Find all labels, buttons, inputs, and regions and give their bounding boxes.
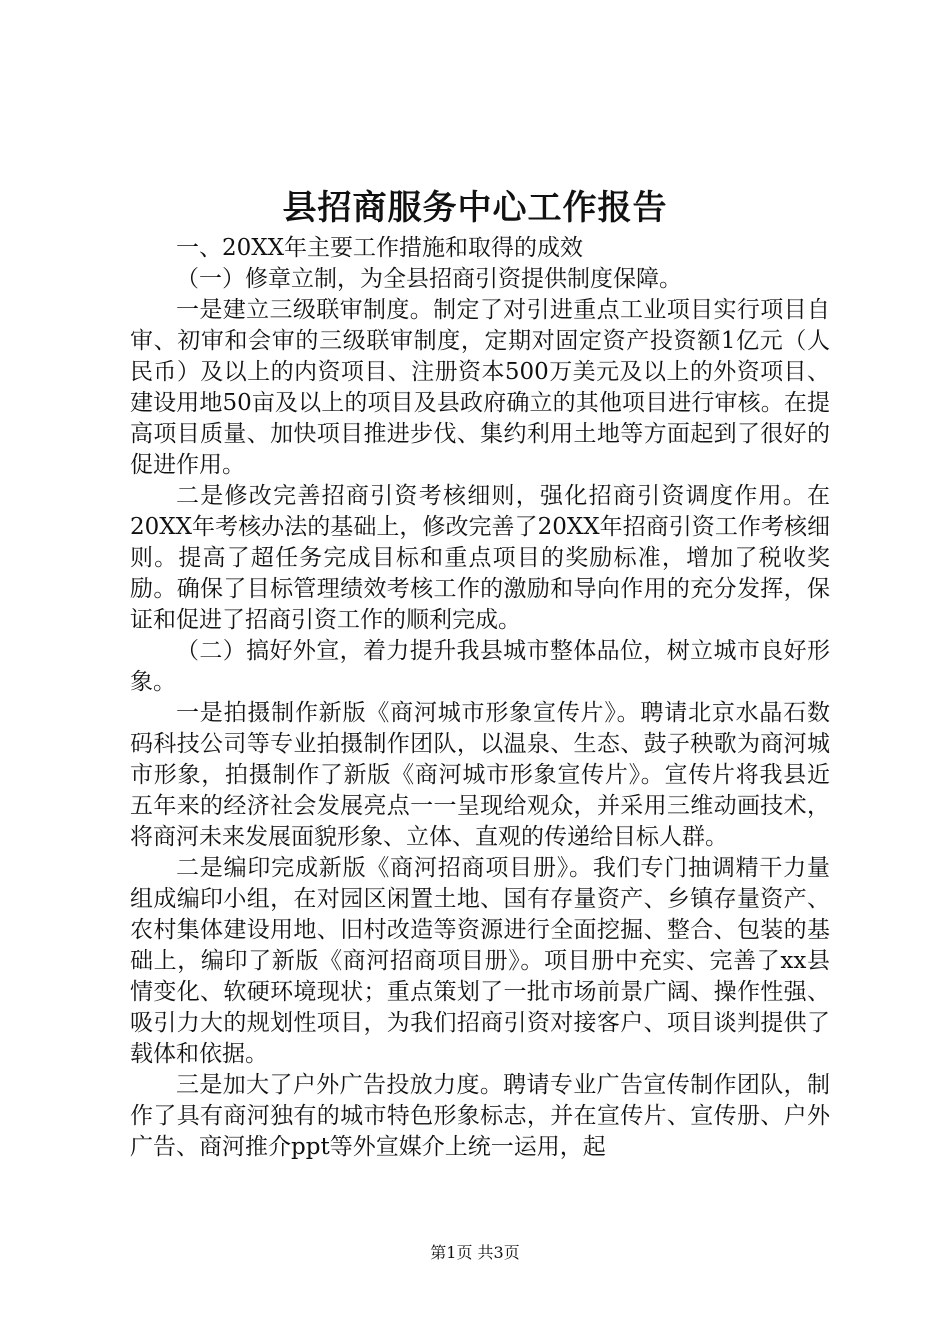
document-body [130,233,830,1163]
document-title: 县招商服务中心工作报告 [282,188,668,228]
paragraph: 三是加大了户外广告投放力度。聘请专业广告宣传制作团队，制作了具有商河独有的城市特色形象标志，并在宣传片、宣传册、户外广告、商河推介ppt等外宣媒介上统一运用，起 [130,1072,830,1160]
page-footer: 第1页 共3页 [430,1243,520,1262]
paragraph: 一是建立三级联审制度。制定了对引进重点工业项目实行项目自审、初审和会审的三级联审制度，定期对固定资产投资额1亿元（人民币）及以上的内资项目、注册资本500万美元及以上的外资项目、建设用地50亩及以上的项目及县政府确立的其他项目进行审核。在提高项目质量、加快项目推进步伐、集约利用土地等方面起到了很好的促进作用。 [130,297,830,478]
paragraph: 二是修改完善招商引资考核细则，强化招商引资调度作用。在20XX年考核办法的基础上，修改完善了20XX年招商引资工作考核细则。提高了超任务完成目标和重点项目的奖励标准，增加了税收奖励。确保了目标管理绩效考核工作的激励和导向作用的充分发挥，保证和促进了招商引资工作的顺利完成。 [130,483,830,633]
subsection-heading: （一）修章立制，为全县招商引资提供制度保障。 [176,266,682,292]
paragraph: 二是编印完成新版《商河招商项目册》。我们专门抽调精干力量组成编印小组，在对园区闲置土地、国有存量资产、乡镇存量资产、农村集体建设用地、旧村改造等资源进行全面挖掘、整合、包装的基础上，编印了新版《商河招商项目册》。项目册中充实、完善了xx县情变化、软硬环境现状；重点策划了一批市场前景广阔、操作性强、吸引力大的规划性项目，为我们招商引资对接客户、项目谈判提供了载体和依据。 [130,855,830,1067]
subsection-heading: （二）搞好外宣，着力提升我县城市整体品位，树立城市良好形象。 [130,638,830,695]
section-heading: 一、20XX年主要工作措施和取得的成效 [176,235,584,261]
paragraph: 一是拍摄制作新版《商河城市形象宣传片》。聘请北京水晶石数码科技公司等专业拍摄制作团队，以温泉、生态、鼓子秧歌为商河城市形象，拍摄制作了新版《商河城市形象宣传片》。宣传片将我县近五年来的经济社会发展亮点一一呈现给观众，并采用三维动画技术，将商河未来发展面貌形象、立体、直观的传递给目标人群。 [130,700,830,850]
